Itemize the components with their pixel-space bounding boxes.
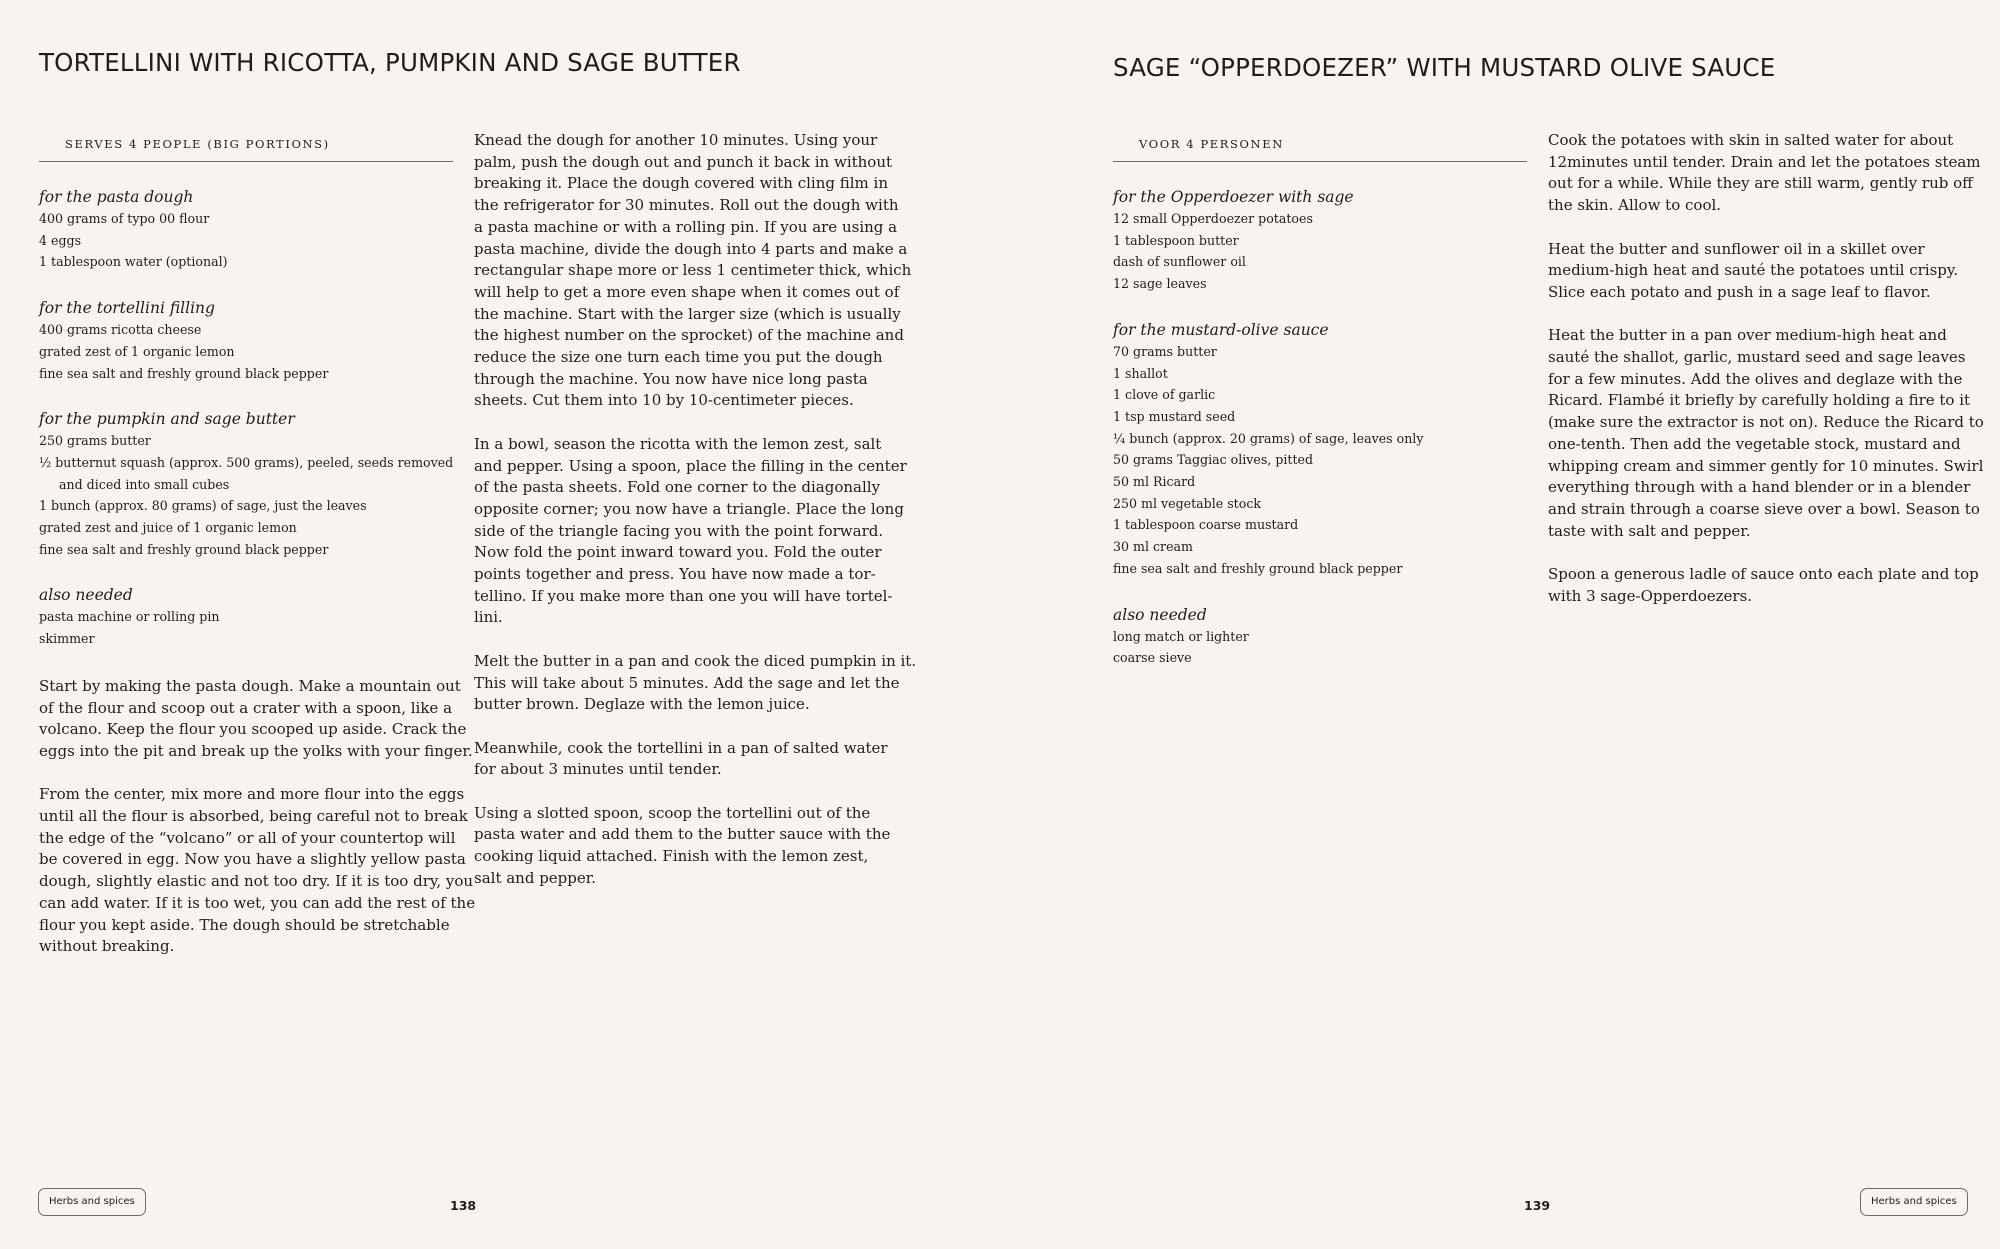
text-line: the skin. Allow to cool. [1548, 196, 1722, 215]
ingredient-item: ½ butternut squash (approx. 500 grams), peeled, seeds removed [39, 454, 454, 470]
method-paragraph [1548, 239, 1988, 304]
text-line: the edge of the “volcano” or all of your countertop will [39, 828, 456, 847]
text-line: everything through with a hand blender or in a blender [1548, 478, 1971, 497]
text-line: palm, push the dough out and punch it back in without [474, 152, 893, 171]
text-line: flour you kept aside. The dough should be stretchable [39, 915, 450, 934]
text-line: Slice each potato and push in a sage leaf to flavor. [1548, 282, 1931, 301]
text-line: the refrigerator for 30 minutes. Roll out the dough with [474, 196, 899, 215]
ingredient-item: coarse sieve [1113, 650, 1192, 666]
method-paragraph [474, 651, 917, 716]
method-paragraph [1548, 564, 1988, 607]
method-paragraph [474, 434, 914, 629]
ingredient-heading: for the mustard-olive sauce [1113, 320, 1329, 339]
ingredient-item: pasta machine or rolling pin [39, 609, 220, 625]
method-paragraph [1548, 130, 1988, 217]
text-line: Ricard. Flambé it briefly by carefully holding a fire to it [1548, 391, 1971, 410]
ingredient-item: 12 sage leaves [1113, 276, 1207, 292]
text-line: without breaking. [39, 937, 175, 956]
text-line: lini. [474, 608, 503, 627]
text-line: In a bowl, season the ricotta with the lemon zest, salt [474, 434, 882, 453]
text-line: Meanwhile, cook the tortellini in a pan of salted water [474, 738, 888, 757]
section-tab[interactable]: Herbs and spices [38, 1188, 146, 1216]
text-line: of the pasta sheets. Fold one corner to the diagonally [474, 478, 881, 497]
text-line: medium-high heat and sauté the potatoes until crispy. [1548, 261, 1959, 280]
method-paragraph [39, 676, 473, 763]
text-line: rectangular shape more or less 1 centimeter thick, which [474, 261, 912, 280]
ingredient-item: grated zest and juice of 1 organic lemon [39, 520, 297, 536]
ingredient-item: 1 tsp mustard seed [1113, 408, 1236, 424]
text-line: butter brown. Deglaze with the lemon juice. [474, 695, 810, 714]
ingredient-item: 1 clove of garlic [1113, 387, 1216, 403]
ingredient-item: 250 ml vegetable stock [1113, 495, 1262, 511]
text-line: eggs into the pit and break up the yolks with your finger. [39, 741, 473, 760]
text-line: a pasta machine or with a rolling pin. If you are using a [474, 217, 898, 236]
text-line: Using a slotted spoon, scoop the tortellini out of the [474, 803, 871, 822]
text-line: 12minutes until tender. Drain and let the potatoes steam [1548, 152, 1981, 171]
page-number: 139 [1524, 1198, 1551, 1213]
method-column [474, 130, 917, 911]
method-paragraph [1548, 325, 1988, 542]
method-column [1548, 130, 1988, 629]
ingredient-item: 1 tablespoon butter [1113, 232, 1239, 248]
ingredient-item: ¼ bunch (approx. 20 grams) of sage, leaves only [1113, 430, 1424, 446]
ingredient-item: 1 tablespoon water (optional) [39, 254, 228, 270]
method-paragraph [39, 784, 476, 958]
ingredient-item: fine sea salt and freshly ground black pepper [1113, 560, 1403, 576]
text-line: This will take about 5 minutes. Add the sage and let the [474, 673, 900, 692]
text-line: through the machine. You now have nice long pasta [474, 369, 868, 388]
text-line: Cook the potatoes with skin in salted water for about [1548, 131, 1954, 149]
ingredient-section [1113, 604, 1527, 669]
text-line: with 3 sage-Opperdoezers. [1548, 586, 1753, 605]
text-line: sauté the shallot, garlic, mustard seed and sage leaves [1548, 348, 1966, 366]
text-line: Heat the butter in a pan over medium-high heat and [1548, 326, 1947, 345]
serves-label: SERVES 4 PEOPLE (BIG PORTIONS) [39, 132, 453, 162]
ingredient-item: 1 tablespoon coarse mustard [1113, 517, 1299, 533]
ingredient-item: 400 grams ricotta cheese [39, 322, 202, 338]
text-line: volcano. Keep the flour you scooped up aside. Crack the [39, 720, 467, 739]
right-page [1000, 0, 2000, 1249]
ingredient-heading: for the Opperdoezer with sage [1113, 188, 1354, 206]
method-text [39, 676, 476, 958]
ingredient-section [39, 584, 453, 649]
ingredient-item: 12 small Opperdoezer potatoes [1113, 211, 1313, 226]
ingredient-item: 50 ml Ricard [1113, 474, 1196, 490]
text-line: opposite corner; you now have a triangle. Place the long [474, 499, 904, 518]
text-line: the highest number on the sprocket) of the machine and [474, 326, 904, 345]
ingredient-item: 70 grams butter [1113, 343, 1217, 359]
text-line: Melt the butter in a pan and cook the diced pumpkin in it. [474, 651, 917, 670]
text-line: for about 3 minutes until tender. [474, 760, 722, 779]
text-line: side of the triangle facing you with the point forward. [474, 521, 884, 540]
ingredient-section [1113, 319, 1527, 580]
text-line: out for a while. While they are still warm, gently rub off [1548, 174, 1973, 193]
text-line: reduce the size one turn each time you put the dough [474, 348, 883, 367]
ingredient-heading: also needed [1113, 605, 1207, 624]
text-line: Spoon a generous ladle of sauce onto each plate and top [1548, 565, 1979, 584]
ingredient-section [39, 186, 453, 273]
text-line: Now fold the point inward toward you. Fold the outer [474, 543, 882, 562]
text-line: salt and pepper. [474, 868, 597, 887]
ingredients-column [1113, 132, 1527, 669]
ingredient-heading: for the tortellini filling [39, 299, 215, 318]
text-line: of the flour and scoop out a crater with a spoon, like a [39, 698, 453, 717]
text-line: Knead the dough for another 10 minutes. Using your [474, 131, 878, 149]
text-line: and pepper. Using a spoon, place the filling in the center [474, 456, 907, 475]
text-line: whipping cream and simmer gently for 10 minutes. Swirl [1548, 456, 1984, 475]
text-line: From the center, mix more and more flour into the eggs [39, 785, 465, 804]
text-line: points together and press. You have now made a tor- [474, 565, 876, 584]
ingredient-item: skimmer [39, 631, 95, 647]
ingredient-heading: for the pasta dough [39, 188, 194, 206]
text-line: the machine. Start with the larger size (which is usually [474, 304, 901, 323]
method-paragraph [474, 130, 914, 412]
text-line: Heat the butter and sunflower oil in a skillet over [1548, 239, 1925, 258]
text-line: and strain through a coarse sieve over a bowl. Season to [1548, 499, 1980, 518]
ingredient-item: dash of sunflower oil [1113, 254, 1246, 270]
text-line: pasta water and add them to the butter sauce with the [474, 825, 891, 844]
ingredient-item: fine sea salt and freshly ground black pepper [39, 365, 329, 381]
text-line: until all the flour is absorbed, being careful not to break [39, 807, 468, 826]
method-paragraph [474, 738, 914, 781]
serves-label: VOOR 4 PERSONEN [1113, 132, 1527, 162]
section-tab[interactable]: Herbs and spices [1860, 1188, 1968, 1216]
text-line: breaking it. Place the dough covered with cling film in [474, 174, 888, 193]
text-line: be covered in egg. Now you have a slightly yellow pasta [39, 850, 466, 869]
text-line: one-tenth. Then add the vegetable stock, mustard and [1548, 434, 1961, 453]
text-line: (make sure the extractor is not on). Reduce the Ricard to [1548, 413, 1984, 432]
text-line: will help to get a more even shape when it comes out of [474, 282, 900, 301]
ingredient-section [39, 297, 453, 384]
ingredient-item: 1 shallot [1113, 365, 1168, 381]
ingredient-item: 30 ml cream [1113, 539, 1193, 555]
recipe-title: SAGE “OPPERDOEZER” WITH MUSTARD OLIVE SAUCE [1113, 53, 1776, 82]
text-line: cooking liquid attached. Finish with the lemon zest, [474, 847, 869, 866]
text-line: tellino. If you make more than one you will have tortel- [474, 586, 893, 605]
text-line: dough, slightly elastic and not too dry. If it is too dry, you [39, 872, 474, 891]
ingredient-item: fine sea salt and freshly ground black pepper [39, 541, 329, 557]
ingredient-heading: also needed [39, 586, 133, 605]
ingredient-item: grated zest of 1 organic lemon [39, 343, 235, 359]
ingredient-heading: for the pumpkin and sage butter [39, 410, 295, 429]
ingredient-item: 400 grams of typo 00 flour [39, 211, 210, 226]
method-paragraph [474, 803, 914, 890]
ingredients-column [39, 132, 476, 980]
text-line: sheets. Cut them into 10 by 10-centimeter pieces. [474, 391, 854, 410]
ingredient-item: 4 eggs [39, 232, 82, 248]
ingredient-section [39, 408, 453, 560]
text-line: for a few minutes. Add the olives and deglaze with the [1548, 369, 1963, 388]
text-line: can add water. If it is too wet, you can add the rest of the [39, 893, 476, 912]
text-line: pasta machine, divide the dough into 4 parts and make a [474, 239, 908, 258]
text-line: Start by making the pasta dough. Make a mountain out [39, 676, 461, 695]
ingredient-item: long match or lighter [1113, 628, 1249, 644]
ingredient-item: 1 bunch (approx. 80 grams) of sage, just the leaves [39, 498, 367, 514]
text-line: taste with salt and pepper. [1548, 521, 1751, 540]
ingredient-item: and diced into small cubes [59, 476, 230, 492]
recipe-title: TORTELLINI WITH RICOTTA, PUMPKIN AND SAGE BUTTER [39, 48, 741, 77]
ingredient-item: 50 grams Taggiac olives, pitted [1113, 452, 1314, 468]
ingredient-item: 250 grams butter [39, 433, 151, 449]
page-number: 138 [450, 1198, 477, 1213]
ingredient-section [1113, 186, 1527, 295]
